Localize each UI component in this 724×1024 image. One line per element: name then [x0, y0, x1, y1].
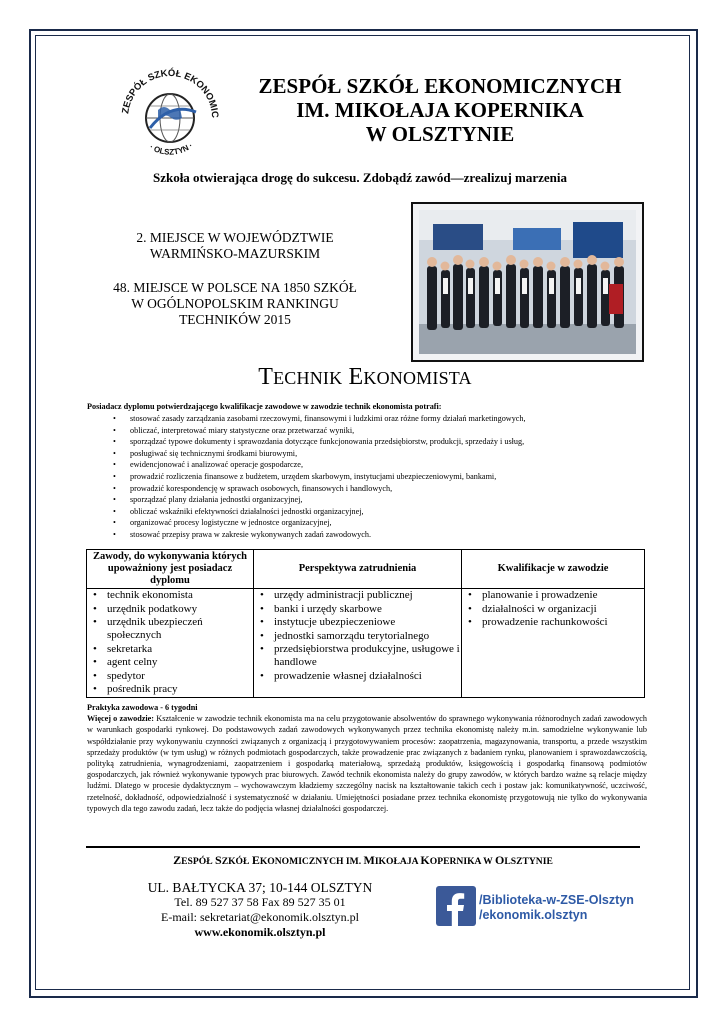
facebook-link-library[interactable]: /Biblioteka-w-ZSE-Olsztyn	[479, 893, 634, 907]
fn-espol: ESPÓŁ	[181, 856, 215, 867]
website-link[interactable]: www.ekonomik.olsztyn.pl	[194, 925, 326, 939]
address: UL. BAŁTYCKA 37; 10-144 OLSZTYN	[147, 880, 373, 895]
fn-opernika: OPERNIKA W	[429, 856, 495, 867]
group-photo	[411, 202, 644, 362]
employment-cell	[254, 589, 462, 698]
skill-item: • ewidencjonować i analizować operacje gospodarcze,	[100, 459, 660, 471]
skill-item: • prowadzić korespondencję w sprawach osobowych, finansowych i handlowych,	[100, 483, 660, 495]
col-header-employment: Perspektywa zatrudnienia	[254, 550, 462, 589]
list-item: • spedytor	[87, 670, 253, 683]
contact-block	[120, 880, 400, 940]
facebook-links	[479, 893, 634, 923]
school-logo	[110, 62, 230, 172]
fn-lsztynie: LSZTYNIE	[504, 856, 553, 867]
ranking-line-5: TECHNIKÓW 2015	[179, 312, 291, 327]
ranking-line-2: WARMIŃSKO-MAZURSKIM	[149, 246, 321, 261]
list-item: • prowadzenie własnej działalności	[254, 670, 461, 683]
heading-rest-2: KONOMISTA	[363, 368, 472, 388]
facebook-link-school[interactable]: /ekonomik.olsztyn	[479, 908, 588, 922]
list-item: • prowadzenie rachunkowości	[462, 616, 644, 629]
ranking-line-4: W OGÓLNOPOLSKIM RANKINGU	[131, 296, 339, 311]
tagline: Szkoła otwierająca drogę do sukcesu. Zdobądź zawód—zrealizuj marzenia	[152, 170, 568, 185]
list-item: • planowanie i prowadzenie	[462, 589, 644, 602]
skill-item: • stosować przepisy prawa w zakresie wykonywanych zadań zawodowych.	[100, 529, 660, 541]
practice-title: Praktyka zawodowa - 6 tygodni	[87, 703, 198, 712]
footer-school-name	[86, 853, 640, 868]
ranking-line-1: 2. MIEJSCE W WOJEWÓDZTWIE	[136, 230, 334, 245]
list-item: • urzędnik ubezpieczeń społecznych	[87, 616, 253, 642]
list-item: • technik ekonomista	[87, 589, 253, 602]
list-item: • działalności w organizacji	[462, 603, 644, 616]
facebook-icon[interactable]	[436, 886, 476, 926]
title-line-1: ZESPÓŁ SZKÓŁ EKONOMICZNYCH	[258, 74, 622, 98]
phone: Tel. 89 527 37 58 Fax 89 527 35 01	[174, 895, 346, 909]
skill-item: • obliczać wskaźniki efektywności działalności jednostki organizacyjnej,	[100, 506, 660, 518]
title-line-3: W OLSZTYNIE	[365, 122, 515, 146]
skill-item: • stosować zasady zarządzania zasobami rzeczowymi, finansowymi i ludzkimi oraz różne formy działań marketingowych,	[100, 413, 660, 425]
list-item: • banki i urzędy skarbowe	[254, 603, 461, 616]
col-header-qualifications: Kwalifikacje w zawodzie	[462, 550, 645, 589]
more-label: Więcej o zawodzie:	[87, 714, 155, 724]
skill-item: • posługiwać się technicznymi środkami biurowymi,	[100, 448, 660, 460]
skills-list	[100, 413, 660, 541]
ranking-line-3: 48. MIEJSCE W POLSCE NA 1850 SZKÓŁ	[113, 280, 357, 295]
email[interactable]: E-mail: sekretariat@ekonomik.olsztyn.pl	[161, 910, 359, 924]
list-item: • pośrednik pracy	[87, 683, 253, 696]
list-item: • instytucje ubezpieczeniowe	[254, 616, 461, 629]
list-item: • sekretarka	[87, 643, 253, 656]
skill-item: • obliczać, interpretować miary statystyczne oraz przetwarzać wyniki,	[100, 425, 660, 437]
ranking-block	[95, 230, 375, 346]
skills-intro: Posiadacz dyplomu potwierdzającego kwalifikacje zawodowe w zawodzie technik ekonomista potrafi:	[87, 402, 442, 411]
more-text: Kształcenie w zawodzie technik ekonomista ma na celu przygotowanie absolwentów do sprawnego wykonywania różnorodnych zadań zawodowych w warunkach gospodarki rynkowej. Do podstawowych zadań zawodowych wykonywanych przez technika ekonomistę należy m.in. samodzielne wykonywanie lub współdziałanie przy wykonywaniu czynności związanych z organizacją i przygotowywaniem procesów: zaopatrzenia, magazynowania, transportu, a przede wszystkim sprzedaży produktów (w tym usług) w różnych podmiotach gospodarczych, także prowadzenie prac związanych z badaniem rynku, planowaniem i sprawozdawczością, polityką zatrudnienia, wynagrodzeniami, zaopatrzeniem i gospodarką materiałową, sprzedażą produktów, księgowością i gospodarką finansową podmiotów gospodarczych, jak również wykonywanie typowych prac biurowych. Zawód technik ekonomista należy do grupy zawodów, w których bardzo ważne są relacje między ludźmi. Dlatego w procesie dydaktycznym – wychowawczym kładziemy szczególny nacisk na kształtowanie takich cech i postaw jak: komunikatywność, uczciwość, rzetelność, dokładność, odpowiedzialność i systematyczność w działaniu. Umiejętności posiadane przez technika ekonomistę przygotowują nie tylko do wykonywania typowych dla tego zawodu zadań, lecz także do podjęcia własnej działalności gospodarczej.	[87, 714, 648, 813]
list-item: • jednostki samorządu terytorialnego	[254, 630, 461, 643]
skill-item: • prowadzić rozliczenia finansowe z budżetem, urzędem skarbowym, instytucjami ubezpieczeniowymi, bankami,	[100, 471, 660, 483]
fn-z: Z	[173, 853, 182, 867]
skill-item: • sporządzać typowe dokumenty i sprawozdania dotyczące funkcjonowania przedsiębiorstw, produkcji, sprzedaży i usług,	[100, 436, 660, 448]
heading-rest-1: ECHNIK	[273, 368, 343, 388]
fn-m: M	[363, 853, 375, 867]
fn-zkol: ZKÓŁ	[221, 856, 252, 867]
list-item: • urzędy administracji publicznej	[254, 589, 461, 602]
jobs-cell	[87, 589, 254, 698]
heading-initial-e: E	[348, 364, 364, 390]
list-item: • agent celny	[87, 656, 253, 669]
fn-konom: KONOMICZNYCH IM.	[259, 856, 364, 867]
svg-text:ZESPÓŁ SZKÓŁ EKONOMICZNYCH: ZESPÓŁ SZKÓŁ EKONOMIC	[120, 67, 221, 119]
col-header-jobs: Zawody, do wykonywania których upoważniony jest posiadacz dyplomu	[87, 550, 254, 589]
svg-text:· OLSZTYN ·: · OLSZTYN ·	[147, 140, 195, 157]
fn-ikolaja: IKOŁAJA	[374, 856, 421, 867]
fn-k: K	[420, 853, 430, 867]
practice-section	[87, 702, 647, 814]
list-item: • przedsiębiorstwa produkcyjne, usługowe i handlowe	[254, 643, 461, 669]
title-line-2: IM. MIKOŁAJA KOPERNIKA	[296, 98, 584, 122]
fn-e: E	[251, 853, 260, 867]
heading-initial-t: T	[258, 364, 274, 390]
skill-item: • sporządzać plany działania jednostki organizacyjnej,	[100, 494, 660, 506]
school-title	[235, 74, 645, 146]
footer-divider	[86, 846, 640, 848]
fn-o: O	[494, 853, 505, 867]
list-item: • urzędnik podatkowy	[87, 603, 253, 616]
practice-text	[87, 713, 647, 814]
profession-heading	[80, 364, 650, 391]
qualifications-cell	[462, 589, 645, 698]
jobs-table	[86, 549, 645, 698]
skill-item: • organizować procesy logistyczne w jednostce organizacyjnej,	[100, 517, 660, 529]
fn-s: S	[215, 853, 222, 867]
